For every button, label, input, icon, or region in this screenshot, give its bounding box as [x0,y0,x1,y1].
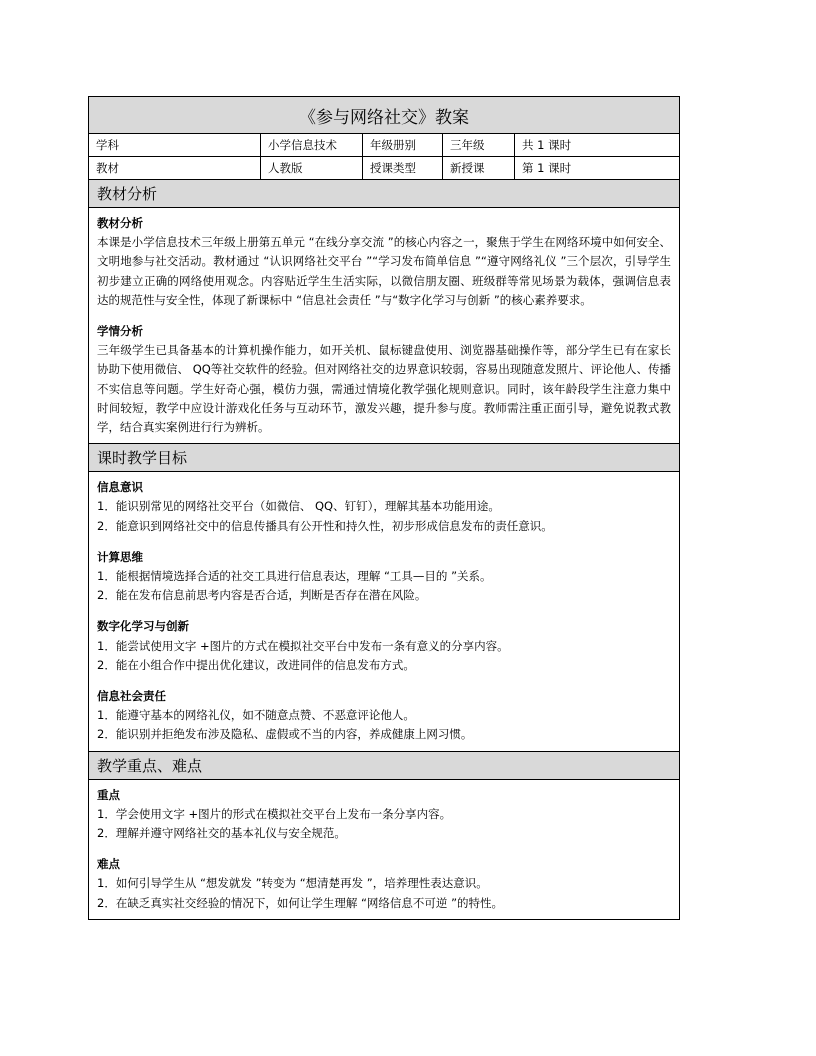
subheading: 计算思维 [97,549,143,564]
info-cell: 第 1 课时 [522,161,572,175]
info-cell: 学科 [89,134,261,156]
subheading: 难点 [97,857,120,872]
section-heading-material: 教材分析 [89,180,679,208]
info-cell: 三年级 [443,134,515,156]
list-item: 2．理解并遵守网络社交的基本礼仪与安全规范。 [97,826,346,841]
paragraph: 三年级学生已具备基本的计算机操作能力，如开关机、鼠标键盘使用、浏览器基础操作等，部分学生已有在家长协助下使用微信、 QQ等社交软件的经验。但对网络社交的边界意识较弱，容易出现随意发照片、评论他人、传播不实信息等问题。学生好奇心强，模仿力强，需通过情境化教学强化规则意识。同时，该年龄段学生注意力集中时间较短，教学中应设计游戏化任务与互动环节，激发兴趣，提升参与度。教师需注重正面引导，避免说教式教学，结合真实案例进行行为辨析。 [97,343,671,435]
info-cell: 小学信息技术 [261,134,363,156]
list-item: 2．能在发布信息前思考内容是否合适，判断是否存在潜在风险。 [97,588,427,603]
section-body-goals [89,472,679,751]
info-cell: 年级册别 [363,134,443,156]
list-item: 1．能识别常见的网络社交平台（如微信、 QQ、钉钉），理解其基本功能用途。 [97,499,500,514]
lesson-plan-document [88,96,680,920]
section-heading-keypoints: 教学重点、难点 [89,752,679,780]
subheading: 教材分析 [97,216,143,230]
section-body-keypoints [89,780,679,919]
document-title: 《参与网络社交》教案 [89,97,679,134]
subheading: 重点 [97,787,120,802]
info-cell: 人教版 [261,157,363,179]
list-item: 2．能意识到网络社交中的信息传播具有公开性和持久性，初步形成信息发布的责任意识。 [97,518,553,533]
list-item: 1．能根据情境选择合适的社交工具进行信息表达，理解 “工具—目的 ”关系。 [97,569,492,584]
info-cell: 授课类型 [363,157,443,179]
paragraph: 本课是小学信息技术三年级上册第五单元 “在线分享交流 ”的核心内容之一，聚焦于学生在网络环境中如何安全、文明地参与社交活动。教材通过 “认识网络社交平台 ”“学习发布简单信息 ”“遵守网络礼仪 ”三个层次，引导学生初步建立正确的网络使用观念。内容贴近学生生活实际，以微信朋友圈、班级群等常见场景为载体，强调信息表达的规范性与安全性，体现了新课标中 “信息社会责任 ”与“数字化学习与创新 ”的核心素养要求。 [97,235,671,307]
section-heading-goals: 课时教学目标 [89,444,679,472]
list-item: 1．学会使用文字 +图片的形式在模拟社交平台上发布一条分享内容。 [97,806,452,821]
info-row-subject [89,134,679,157]
subheading: 信息社会责任 [97,689,166,704]
list-item: 1．如何引导学生从 “想发就发 ”转变为 “想清楚再发 ”，培养理性表达意识。 [97,876,488,891]
subheading: 信息意识 [97,480,143,495]
info-cell: 教材 [89,157,261,179]
list-item: 2．在缺乏真实社交经验的情况下，如何让学生理解 “网络信息不可逆 ”的特性。 [97,895,504,910]
list-item: 1．能遵守基本的网络礼仪，如不随意点赞、不恶意评论他人。 [97,708,415,723]
section-body-material [89,208,679,444]
info-cell: 共 1 课时 [522,138,572,152]
list-item: 2．能识别并拒绝发布涉及隐私、虚假或不当的内容，养成健康上网习惯。 [97,727,473,742]
info-cell: 新授课 [443,157,515,179]
list-item: 1．能尝试使用文字 +图片的方式在模拟社交平台中发布一条有意义的分享内容。 [97,638,509,653]
list-item: 2．能在小组合作中提出优化建议，改进同伴的信息发布方式。 [97,657,415,672]
info-row-textbook [89,157,679,180]
subheading: 学情分析 [97,324,143,339]
subheading: 数字化学习与创新 [97,619,189,634]
